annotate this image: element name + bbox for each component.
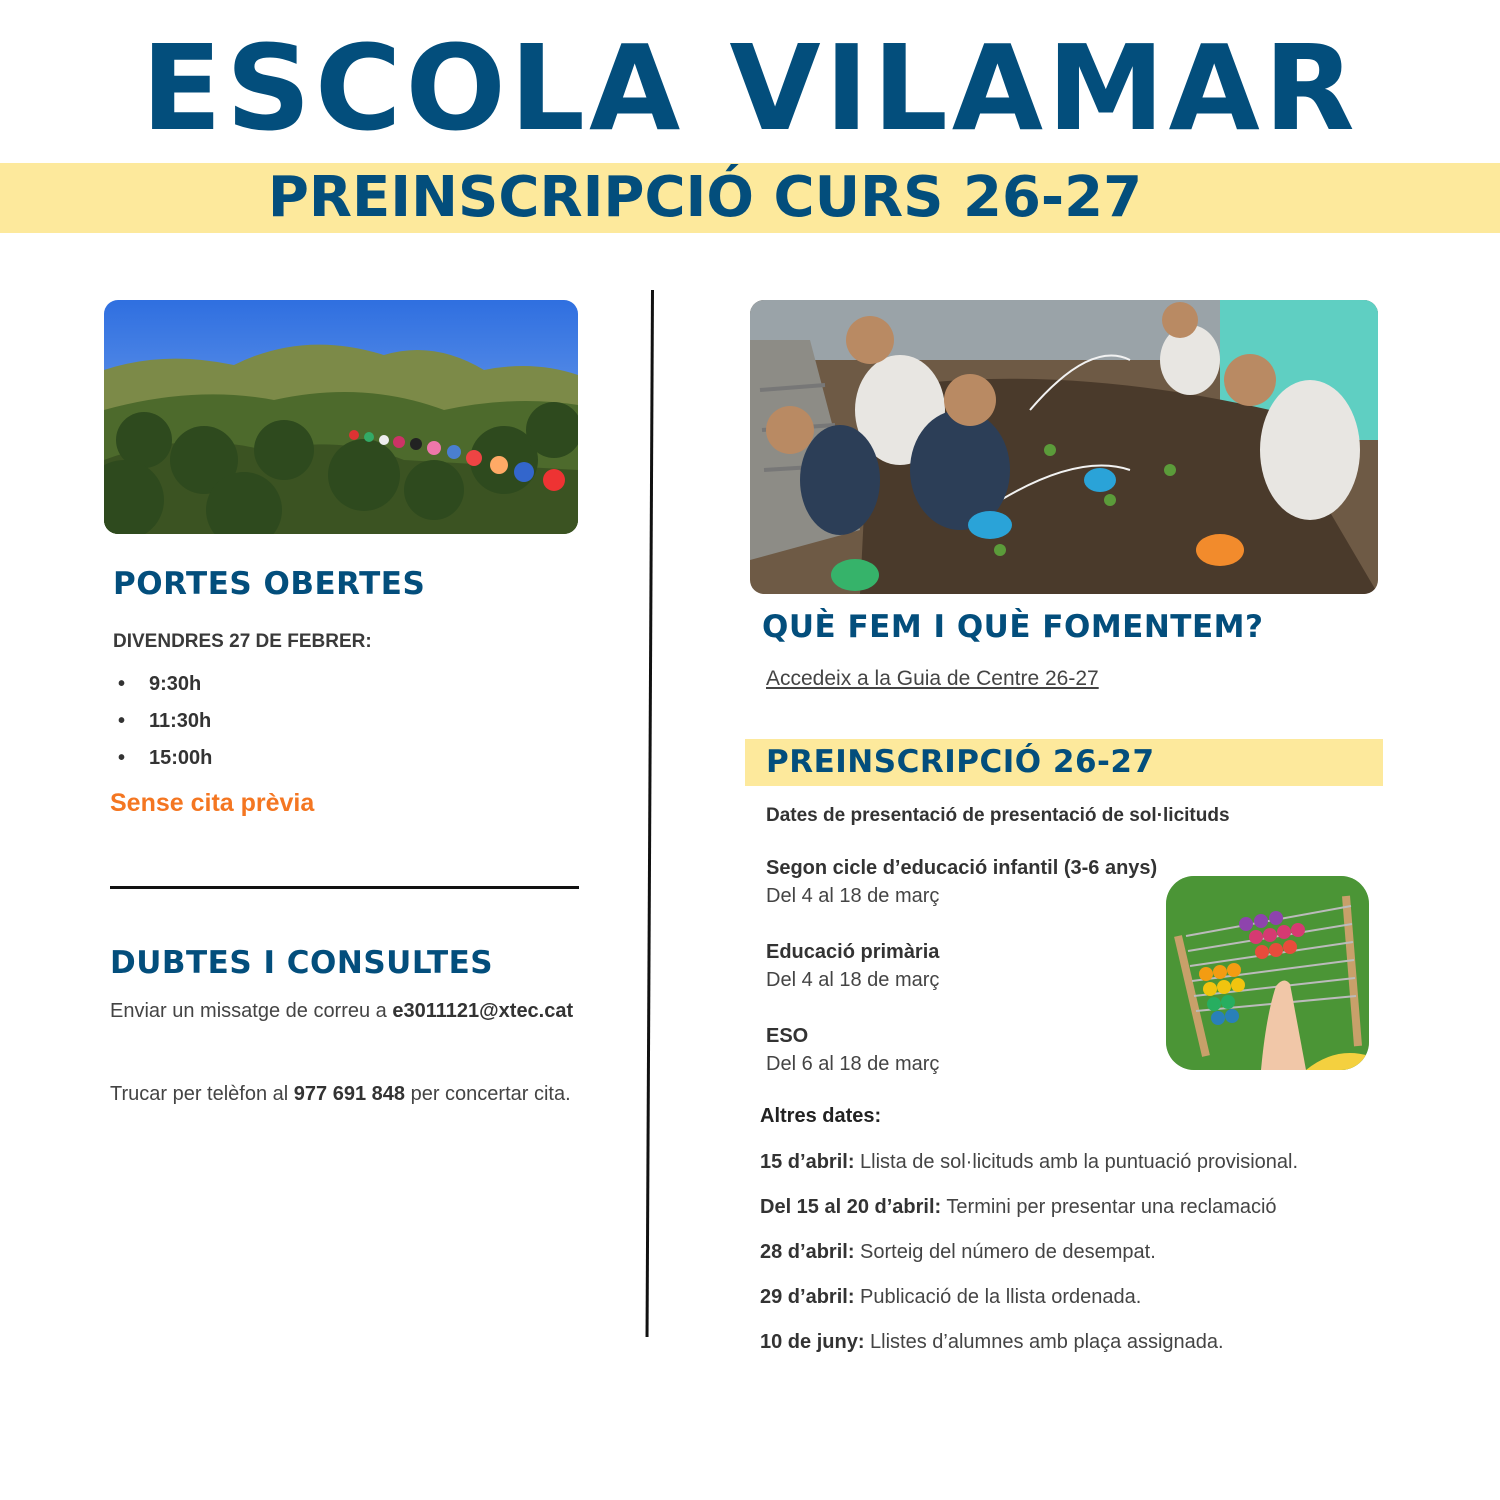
school-title: ESCOLA VILAMAR bbox=[141, 19, 1359, 157]
contact-email[interactable]: e3011121@xtec.cat bbox=[392, 1000, 574, 1022]
submission-dates-heading: Dates de presentació de presentació de sol·licituds bbox=[766, 805, 1230, 826]
no-appointment-note: Sense cita prèvia bbox=[110, 789, 315, 817]
contact-phone[interactable]: 977 691 848 bbox=[293, 1083, 406, 1105]
other-date-label: Del 15 al 20 d’abril: bbox=[760, 1196, 942, 1218]
preinscription-title: PREINSCRIPCIÓ 26-27 bbox=[766, 744, 1155, 780]
other-date-text: Termini per presentar una reclamació bbox=[946, 1196, 1277, 1218]
contact-phone-text bbox=[110, 1080, 579, 1108]
other-date-item bbox=[760, 1237, 1298, 1282]
open-days-title: PORTES OBERTES bbox=[113, 566, 426, 602]
other-dates-heading: Altres dates: bbox=[760, 1105, 882, 1127]
centre-guide-link[interactable]: Accedeix a la Guia de Centre 26-27 bbox=[766, 667, 1099, 690]
open-days-times bbox=[118, 669, 212, 780]
contact-title: DUBTES I CONSULTES bbox=[110, 945, 494, 981]
other-date-text: Sorteig del número de desempat. bbox=[860, 1241, 1156, 1263]
other-date-text: Llista de sol·licituds amb la puntuació provisional. bbox=[860, 1151, 1299, 1173]
other-dates-list bbox=[760, 1147, 1298, 1372]
open-days-date: DIVENDRES 27 DE FEBRER: bbox=[113, 631, 372, 652]
level-dates: Del 4 al 18 de març bbox=[766, 969, 940, 991]
level-name: Segon cicle d’educació infantil (3-6 anys) bbox=[766, 857, 1158, 879]
vertical-divider bbox=[646, 290, 654, 1337]
level-name: ESO bbox=[766, 1025, 809, 1047]
horizontal-divider bbox=[110, 886, 579, 889]
hike-photo bbox=[104, 300, 578, 534]
banner-title: PREINSCRIPCIÓ CURS 26-27 bbox=[267, 165, 1143, 230]
abacus-photo bbox=[1166, 876, 1369, 1070]
other-date-text: Publicació de la llista ordenada. bbox=[860, 1286, 1142, 1308]
other-date-label: 28 d’abril: bbox=[760, 1241, 855, 1263]
level-block bbox=[766, 1022, 939, 1078]
time-item: • 15:00h bbox=[118, 743, 212, 780]
level-block bbox=[766, 854, 1157, 910]
level-name: Educació primària bbox=[766, 941, 940, 963]
what-we-do-title: QUÈ FEM I QUÈ FOMENTEM? bbox=[762, 609, 1264, 645]
phone-suffix: per concertar cita. bbox=[410, 1083, 571, 1105]
other-date-item bbox=[760, 1282, 1298, 1327]
time-item: • 11:30h bbox=[118, 706, 212, 743]
email-prefix: Enviar un missatge de correu a bbox=[110, 1000, 387, 1022]
time-item: • 9:30h bbox=[118, 669, 212, 706]
level-block bbox=[766, 938, 939, 994]
phone-prefix: Trucar per telèfon al bbox=[110, 1083, 289, 1105]
other-date-item bbox=[760, 1192, 1298, 1237]
level-dates: Del 6 al 18 de març bbox=[766, 1053, 940, 1075]
other-date-label: 15 d’abril: bbox=[760, 1151, 855, 1173]
level-dates: Del 4 al 18 de març bbox=[766, 885, 940, 907]
other-date-item bbox=[760, 1147, 1298, 1192]
contact-email-text bbox=[110, 997, 579, 1025]
other-date-text: Llistes d’alumnes amb plaça assignada. bbox=[870, 1331, 1224, 1353]
other-date-item bbox=[760, 1327, 1298, 1372]
other-date-label: 29 d’abril: bbox=[760, 1286, 855, 1308]
other-date-label: 10 de juny: bbox=[760, 1331, 865, 1353]
garden-photo bbox=[750, 300, 1378, 594]
